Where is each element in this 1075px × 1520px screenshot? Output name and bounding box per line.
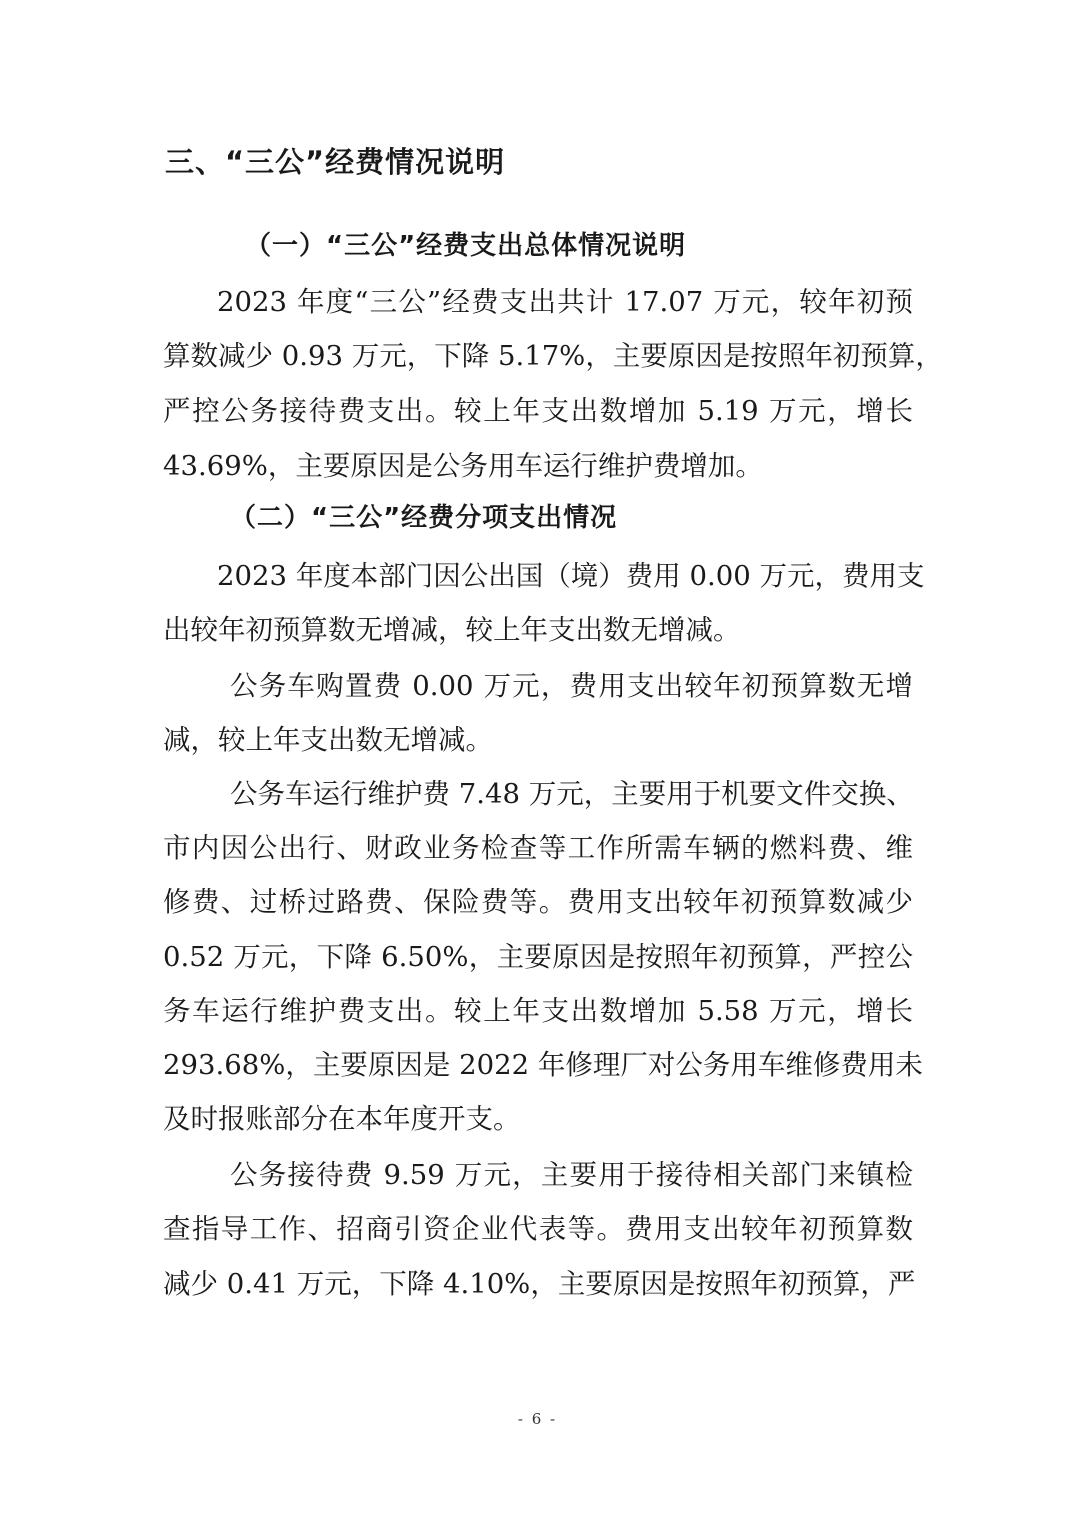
- paragraph-line: 减少 0.41 万元，下降 4.10%，主要原因是按照年初预算，严: [163, 1268, 916, 1300]
- paragraph-line: 2023 年度“三公”经费支出共计 17.07 万元，较年初预: [217, 286, 913, 318]
- paragraph-line: 减，较上年支出数无增减。: [163, 724, 493, 756]
- paragraph-line: 出较年初预算数无增减，较上年支出数无增减。: [163, 614, 741, 646]
- page-number: - 6 -: [517, 1410, 558, 1428]
- paragraph-line: 43.69%，主要原因是公务用车运行维护费增加。: [163, 450, 763, 482]
- paragraph-line: 293.68%，主要原因是 2022 年修理厂对公务用车维修费用未: [163, 1049, 923, 1081]
- paragraph-line: 严控公务接待费支出。较上年支出数增加 5.19 万元，增长: [163, 395, 913, 427]
- paragraph-line: 及时报账部分在本年度开支。: [163, 1103, 521, 1135]
- section-heading: 三、“三公”经费情况说明: [165, 145, 506, 179]
- paragraph-line: 算数减少 0.93 万元，下降 5.17%，主要原因是按照年初预算，: [163, 340, 943, 372]
- subsection-title-overall: （一）“三公”经费支出总体情况说明: [245, 231, 687, 261]
- paragraph-line: 0.52 万元，下降 6.50%，主要原因是按照年初预算，严控公: [163, 941, 913, 973]
- paragraph-line: 公务车运行维护费 7.48 万元，主要用于机要文件交换、: [230, 778, 914, 810]
- paragraph-line: 公务车购置费 0.00 万元，费用支出较年初预算数无增: [230, 670, 913, 702]
- paragraph-line: 修费、过桥过路费、保险费等。费用支出较年初预算数减少: [163, 886, 913, 918]
- paragraph-line: 查指导工作、招商引资企业代表等。费用支出较年初预算数: [163, 1213, 913, 1245]
- paragraph-line: 2023 年度本部门因公出国（境）费用 0.00 万元，费用支: [217, 560, 925, 592]
- paragraph-line: 公务接待费 9.59 万元，主要用于接待相关部门来镇检: [230, 1159, 913, 1191]
- paragraph-line: 务车运行维护费支出。较上年支出数增加 5.58 万元，增长: [163, 995, 913, 1027]
- subsection-title-itemized: （二）“三公”经费分项支出情况: [230, 503, 618, 533]
- paragraph-line: 市内因公出行、财政业务检查等工作所需车辆的燃料费、维: [163, 832, 913, 864]
